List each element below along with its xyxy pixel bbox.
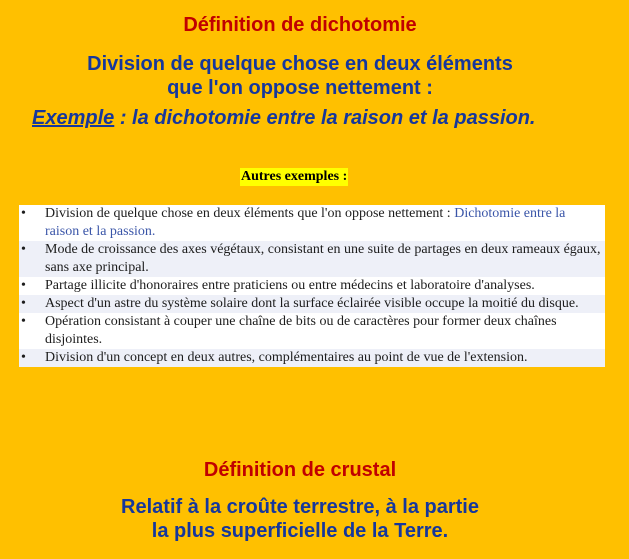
list-item-text: Division d'un concept en deux autres, complémentaires au point de vue de l'extension. (45, 350, 528, 365)
bullet-icon: • (21, 242, 26, 257)
crustal-definition-line2: la plus superficielle de la Terre. (151, 520, 449, 542)
list-item-text: Mode de croissance des axes végétaux, consistant en une suite de partages en deux rameaux égaux, sans axe principal. (45, 242, 601, 275)
dichotomie-definition-line2: que l'on oppose nettement : (167, 77, 433, 99)
other-examples-list (19, 205, 605, 367)
example-keyword: Exemple (32, 107, 115, 129)
list-item-link[interactable]: Dichotomie entre la raison et la passion. (45, 206, 566, 239)
bullet-icon: • (21, 206, 26, 221)
crustal-title: Définition de crustal (203, 459, 397, 481)
dichotomie-title: Définition de dichotomie (183, 14, 417, 36)
crustal-definition (0, 495, 600, 543)
list-item-text: Partage illicite d'honoraires entre praticiens ou entre médecins et laboratoire d'analyses. (45, 278, 535, 293)
dichotomie-definition-line1: Division de quelque chose en deux éléments (87, 53, 513, 75)
dichotomie-definition (0, 52, 600, 100)
bullet-icon: • (21, 350, 26, 365)
list-item-text: Opération consistant à couper une chaîne de bits ou de caractères pour former deux chaînes disjointes. (45, 314, 557, 347)
list-item (19, 277, 605, 295)
dichotomie-example (32, 106, 536, 130)
list-item (19, 295, 605, 313)
list-item (19, 349, 605, 367)
list-item (19, 241, 605, 277)
example-text: : la dichotomie entre la raison et la passion. (114, 107, 536, 129)
list-item-text: Aspect d'un astre du système solaire dont la surface éclairée visible occupe la moitié du disque. (45, 296, 579, 311)
other-examples-label: Autres exemples : (241, 169, 348, 184)
list-item-text: Division de quelque chose en deux éléments que l'on oppose nettement : (45, 206, 455, 221)
list-item (19, 205, 605, 241)
bullet-icon: • (21, 296, 26, 311)
bullet-icon: • (21, 278, 26, 293)
list-item (19, 313, 605, 349)
crustal-definition-line1: Relatif à la croûte terrestre, à la partie (121, 496, 479, 518)
bullet-icon: • (21, 314, 26, 329)
